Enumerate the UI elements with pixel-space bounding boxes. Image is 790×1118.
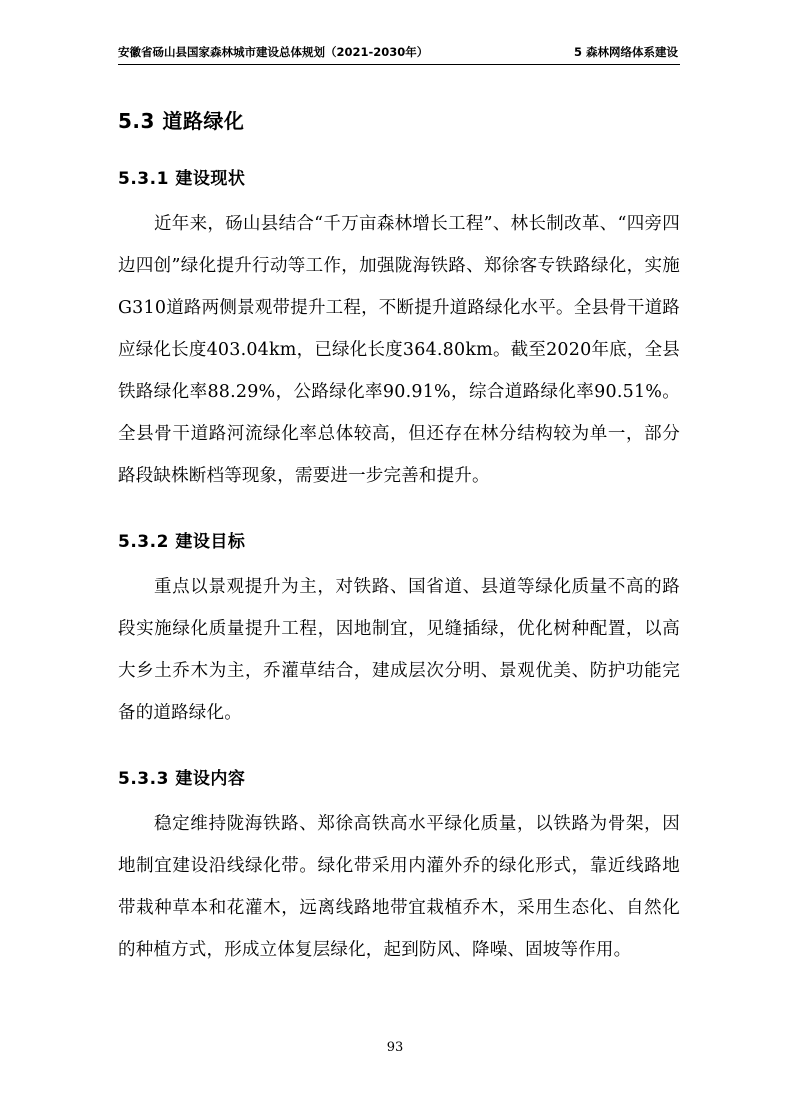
running-header-right: 5 森林网络体系建设 bbox=[573, 45, 678, 59]
paragraph: 稳定维持陇海铁路、郑徐高铁高水平绿化质量，以铁路为骨架，因地制宜建设沿线绿化带。绿化带采用内灌外乔的绿化形式，靠近线路地带栽种草本和花灌木，远离线路地带宜栽植乔木，采用生态化、自然化的种植方式，形成立体复层绿化，起到防风、降噪、固坡等作用。 bbox=[118, 814, 680, 960]
running-header bbox=[118, 44, 680, 64]
header-rule bbox=[118, 64, 680, 65]
section-heading: 5.3 道路绿化 bbox=[118, 109, 245, 133]
subsection-heading-2: 5.3.2 建设目标 bbox=[118, 532, 246, 552]
paragraph: 近年来，砀山县结合“千万亩森林增长工程”、林长制改革、“四旁四边四创”绿化提升行动等工作，加强陇海铁路、郑徐客专铁路绿化，实施G310道路两侧景观带提升工程，不断提升道路绿化水平。全县骨干道路应绿化长度403.04km，已绿化长度364.80km。截至2020年底，全县铁路绿化率88.29%，公路绿化率90.91%，综合道路绿化率90.51%。全县骨干道路河流绿化率总体较高，但还存在林分结构较为单一，部分路段缺株断档等现象，需要进一步完善和提升。 bbox=[118, 214, 680, 486]
subsection-heading-3: 5.3.3 建设内容 bbox=[118, 769, 246, 789]
running-header-left: 安徽省砀山县国家森林城市建设总体规划（2021-2030年） bbox=[118, 45, 429, 59]
page-number: 93 bbox=[386, 1040, 404, 1055]
paragraph: 重点以景观提升为主，对铁路、国省道、县道等绿化质量不高的路段实施绿化质量提升工程，因地制宜，见缝插绿，优化树种配置，以高大乡土乔木为主，乔灌草结合，建成层次分明、景观优美、防护功能完备的道路绿化。 bbox=[118, 577, 680, 723]
subsection-heading-1: 5.3.1 建设现状 bbox=[118, 169, 246, 189]
page-content bbox=[118, 44, 680, 971]
